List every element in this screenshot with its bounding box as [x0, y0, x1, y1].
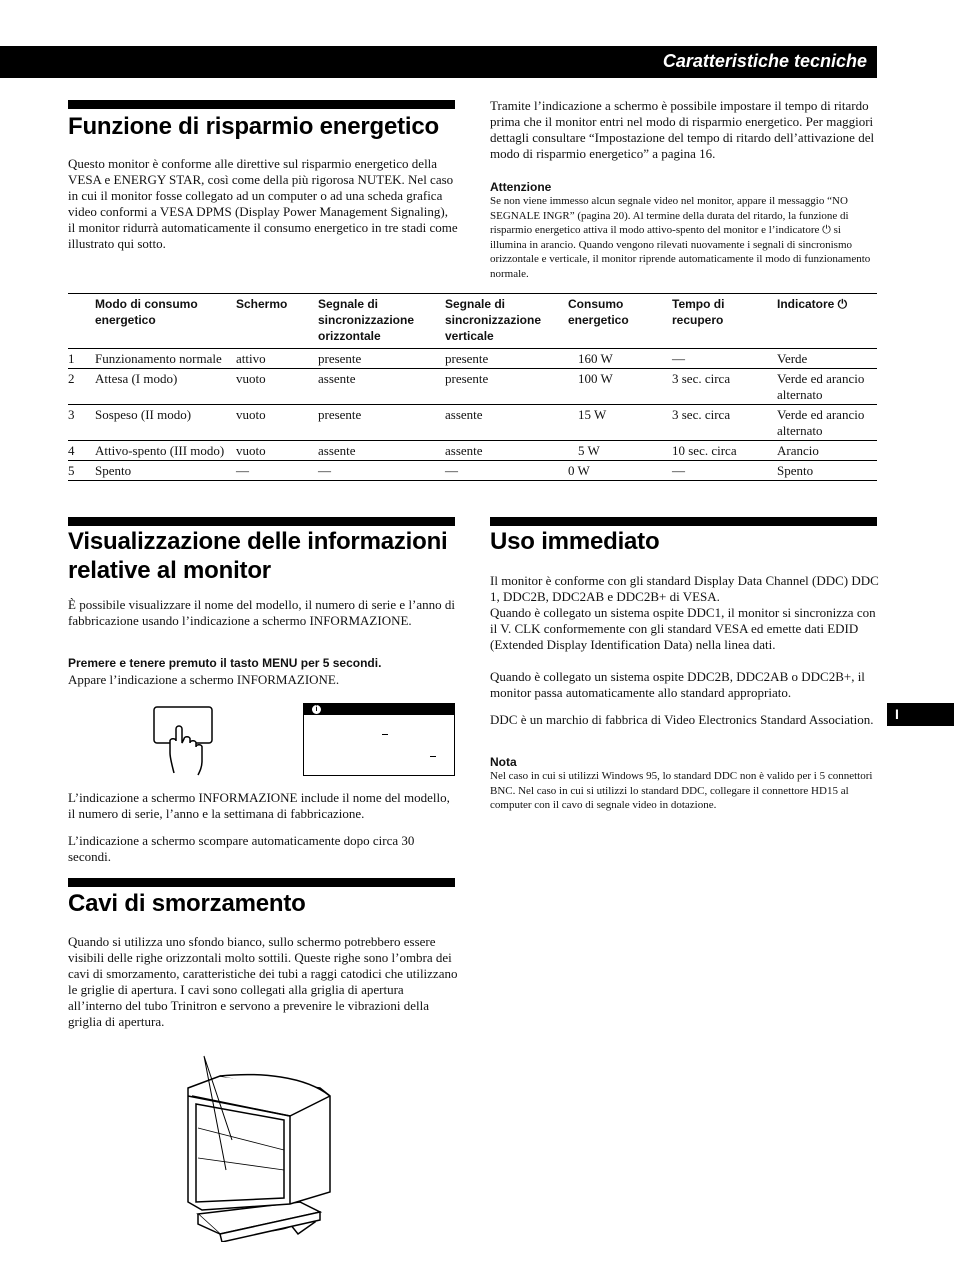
- table-cell: 5 W: [578, 443, 600, 458]
- table-cell: assente: [318, 443, 356, 458]
- table-cell: assente: [318, 371, 356, 386]
- table-cell: Spento: [777, 463, 814, 478]
- table-cell: vuoto: [236, 443, 266, 458]
- table-header: Tempo di recupero: [672, 297, 725, 327]
- osd-information-box: [303, 703, 455, 776]
- table-header: Schermo: [236, 297, 288, 311]
- language-tab-label: I: [895, 706, 899, 722]
- table-cell: —: [236, 463, 249, 478]
- table-cell: 3: [68, 407, 75, 422]
- table-cell: attivo: [236, 351, 266, 366]
- table-cell: 10 sec. circa: [672, 443, 737, 458]
- header-bar: [0, 46, 877, 78]
- table-cell: Verde: [777, 351, 808, 366]
- table-cell: presente: [445, 371, 489, 386]
- osd-title-bar: [304, 704, 454, 715]
- section-rule: [68, 878, 455, 887]
- header-title: Caratteristiche tecniche: [662, 51, 867, 71]
- table-cell: presente: [318, 351, 362, 366]
- table-header: Segnale di sincronizzazione verticale: [445, 297, 542, 343]
- info-instruction-note: Appare l’indicazione a schermo INFORMAZIONE.: [68, 672, 340, 687]
- info-body: È possibile visualizzare il nome del modello, il numero di serie e l’anno di fabbricazione usando l’indicazione a schermo INFORMAZIONE.: [68, 597, 456, 628]
- attention-text: Se non viene immesso alcun segnale video nel monitor, appare il messaggio “NO SEGNALE INGR” (pagina 20). Al termine della durata del ritardo, la funzione di risparmio energetico attiva il modo attivo-spento del monitor e l’indicatore ⏻ si illumina in arancio. Quando vengono rilevati nuovamente i segnali di sincronismo orizzontale e verticale, il monitor riprende automaticamente il modo di funzionamento normale.: [490, 195, 871, 280]
- table-cell: 1: [68, 351, 75, 366]
- damper-title: Cavi di smorzamento: [68, 890, 306, 917]
- info-body-3: L’indicazione a schermo scompare automaticamente dopo circa 30 secondi.: [68, 833, 415, 864]
- energy-title: Funzione di risparmio energetico: [68, 113, 439, 140]
- table-cell: 160 W: [578, 351, 613, 366]
- info-instruction: Premere e tenere premuto il tasto MENU per 5 secondi.: [68, 656, 382, 670]
- table-header: Segnale di sincronizzazione orizzontale: [318, 297, 415, 343]
- energy-body: Questo monitor è conforme alle direttive sul risparmio energetico della VESA e ENERGY STAR, così come della più rigorosa NUTEK. Nel caso in cui il monitor fosse collegato ad un computer o ad una scheda grafica video conformi a VESA DPMS (Display Power Management Signaling), il monitor ridurrà automaticamente il consumo energetico in tre stadi come illustrato qui sotto.: [68, 156, 458, 251]
- trademark-text: DDC è un marchio di fabbrica di Video Electronics Standard Association.: [490, 712, 874, 727]
- plug-body-3: Quando è collegato un sistema ospite DDC2B, DDC2AB o DDC2B+, il monitor passa automaticamente allo standard appropriato.: [490, 669, 865, 700]
- table-row: [68, 369, 877, 405]
- table-cell: assente: [445, 443, 483, 458]
- table-cell: presente: [318, 407, 362, 422]
- table-cell: vuoto: [236, 407, 266, 422]
- table-header: Modo di consumo energetico: [95, 297, 198, 327]
- table-cell: presente: [445, 351, 489, 366]
- table-row: [68, 461, 877, 481]
- table-row: [68, 441, 877, 461]
- monitor-illustration: [180, 1052, 360, 1242]
- note-text: Nel caso in cui si utilizzi Windows 95, lo standard DDC non è valido per i 5 connettori BNC. Nel caso in cui si utilizzi lo standard DDC, collegare il connettore HD15 al computer con il cavo di segnale video in dotazione.: [490, 770, 873, 811]
- table-cell: 3 sec. circa: [672, 371, 731, 386]
- osd-line: [382, 734, 388, 735]
- table-cell: assente: [445, 407, 483, 422]
- table-cell: 4: [68, 443, 75, 458]
- info-body-2: L’indicazione a schermo INFORMAZIONE include il nome del modello, il numero di serie, l’anno e la settimana di fabbricazione.: [68, 790, 450, 821]
- table-header: Indicatore ⏻: [777, 297, 848, 311]
- table-row: [68, 349, 877, 369]
- language-tab: [887, 703, 954, 726]
- note-label: Nota: [490, 755, 517, 769]
- section-rule: [68, 100, 455, 109]
- damper-body: Quando si utilizza uno sfondo bianco, sullo schermo potrebbero essere visibili delle righe orizzontali molto sottili. Queste righe sono l’ombra dei cavi di smorzamento, caratteristiche dei tubi a raggi catodici che utilizzano le griglie di apertura. I cavi sono collegati alla griglia di apertura all’interno del tubo Trinitron e servono a prevenire le vibrazioni della griglia di apertura.: [68, 934, 458, 1029]
- section-rule: [490, 517, 877, 526]
- table-cell: 15 W: [578, 407, 607, 422]
- table-cell: Verde ed arancio alternato: [777, 407, 865, 438]
- attention-label: Attenzione: [490, 180, 552, 194]
- table-cell: 0 W: [568, 463, 590, 478]
- section-rule: [68, 517, 455, 526]
- table-cell: 2: [68, 371, 75, 386]
- table-cell: Funzionamento normale: [95, 351, 222, 366]
- table-row: [68, 405, 877, 441]
- table-cell: Verde ed arancio alternato: [777, 371, 865, 402]
- table-cell: 100 W: [578, 371, 613, 386]
- info-icon: i: [312, 705, 321, 714]
- table-cell: 3 sec. circa: [672, 407, 731, 422]
- table-cell: Sospeso (II modo): [95, 407, 192, 422]
- power-mode-table: [68, 293, 877, 481]
- menu-button-illustration: [150, 703, 220, 777]
- table-cell: —: [672, 463, 685, 478]
- delay-text: Tramite l’indicazione a schermo è possibile impostare il tempo di ritardo prima che il monitor entri nel modo di risparmio energetico. Per maggiori dettagli consultare “Impostazione del tempo di ritardo dell’attivazione del modo di risparmio energetico” a pagina 16.: [490, 98, 875, 161]
- table-cell: Arancio: [777, 443, 819, 458]
- table-cell: Attivo-spento (III modo): [95, 443, 225, 458]
- table-cell: 5: [68, 463, 75, 478]
- table-cell: Spento: [95, 463, 132, 478]
- plug-body-1: Il monitor è conforme con gli standard Display Data Channel (DDC) DDC 1, DDC2B, DDC2AB e DDC2B+ di VESA.: [490, 573, 879, 604]
- table-cell: —: [672, 351, 685, 366]
- table-cell: vuoto: [236, 371, 266, 386]
- table-cell: Attesa (I modo): [95, 371, 178, 386]
- plug-body-2: Quando è collegato un sistema ospite DDC1, il monitor si sincronizza con il V. CLK conformemente con gli standard VESA ed emette dati EDID (Extended Display Identification Data) nella linea dati.: [490, 605, 876, 652]
- table-header-row: [68, 294, 877, 349]
- info-title: Visualizzazione delle informazioni relative al monitor: [68, 528, 448, 584]
- table-cell: —: [445, 463, 458, 478]
- table-header: Consumo energetico: [568, 297, 629, 327]
- plug-title: Uso immediato: [490, 528, 660, 555]
- table-header: [68, 294, 95, 349]
- osd-line: [430, 756, 436, 757]
- table-cell: —: [318, 463, 331, 478]
